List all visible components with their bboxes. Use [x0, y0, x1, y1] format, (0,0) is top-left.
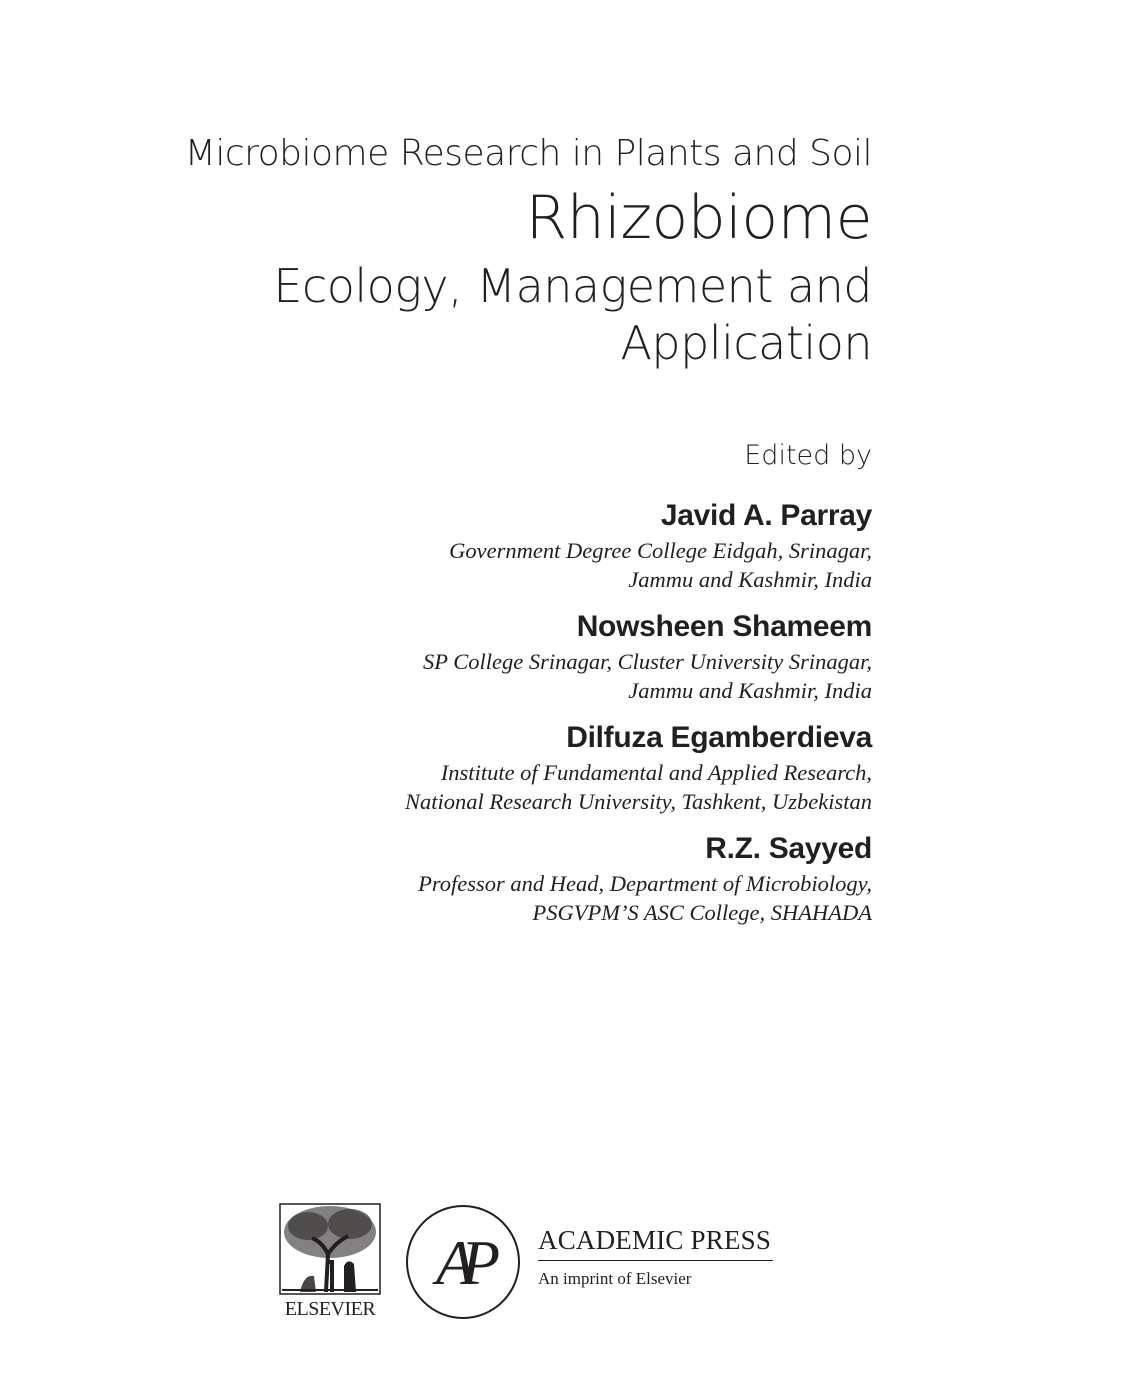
publisher-name: ACADEMIC PRESS — [538, 1224, 773, 1261]
editor-name: Nowsheen Shameem — [576, 610, 872, 643]
book-title: Rhizobiome — [525, 183, 872, 253]
elsevier-tree-icon — [278, 1202, 382, 1298]
affiliation-line: National Research University, Tashkent, Uzbekistan — [404, 789, 872, 814]
series-title: Microbiome Research in Plants and Soil — [184, 133, 872, 174]
affiliation-line: Institute of Fundamental and Applied Research, — [440, 760, 872, 785]
affiliation-line: PSGVPM’S ASC College, SHAHADA — [532, 900, 872, 925]
affiliation-line: Government Degree College Eidgah, Srinagar, — [449, 538, 872, 563]
affiliation-line: Jammu and Kashmir, India — [628, 678, 872, 703]
editor-affiliation — [172, 758, 872, 816]
academic-press-monogram-icon — [405, 1204, 521, 1320]
editor-name: Dilfuza Egamberdieva — [566, 721, 872, 754]
affiliation-line: Professor and Head, Department of Microbiology, — [418, 871, 872, 896]
publisher-logos — [278, 1202, 778, 1332]
elsevier-logo — [278, 1202, 382, 1322]
subtitle-line: Ecology, Management and — [273, 259, 872, 313]
edited-by-label: Edited by — [744, 440, 872, 471]
editor-affiliation — [172, 536, 872, 594]
editor-entry — [172, 718, 872, 816]
subtitle-line: Application — [620, 316, 872, 370]
elsevier-wordmark: ELSEVIER — [284, 1298, 376, 1320]
editor-name: Javid A. Parray — [660, 499, 872, 532]
affiliation-line: SP College Srinagar, Cluster University Srinagar, — [423, 649, 872, 674]
editor-entry — [172, 496, 872, 594]
publisher-imprint: An imprint of Elsevier — [538, 1269, 692, 1288]
academic-press-text — [538, 1224, 773, 1289]
editor-entry — [172, 607, 872, 705]
affiliation-line: Jammu and Kashmir, India — [628, 567, 872, 592]
editor-affiliation — [172, 647, 872, 705]
ap-monogram-text: AP — [435, 1227, 487, 1298]
editor-affiliation — [172, 869, 872, 927]
editor-entry — [172, 829, 872, 927]
title-block — [112, 128, 872, 372]
book-subtitle — [112, 258, 872, 372]
editor-name: R.Z. Sayyed — [705, 832, 872, 865]
editors-list — [172, 496, 872, 940]
